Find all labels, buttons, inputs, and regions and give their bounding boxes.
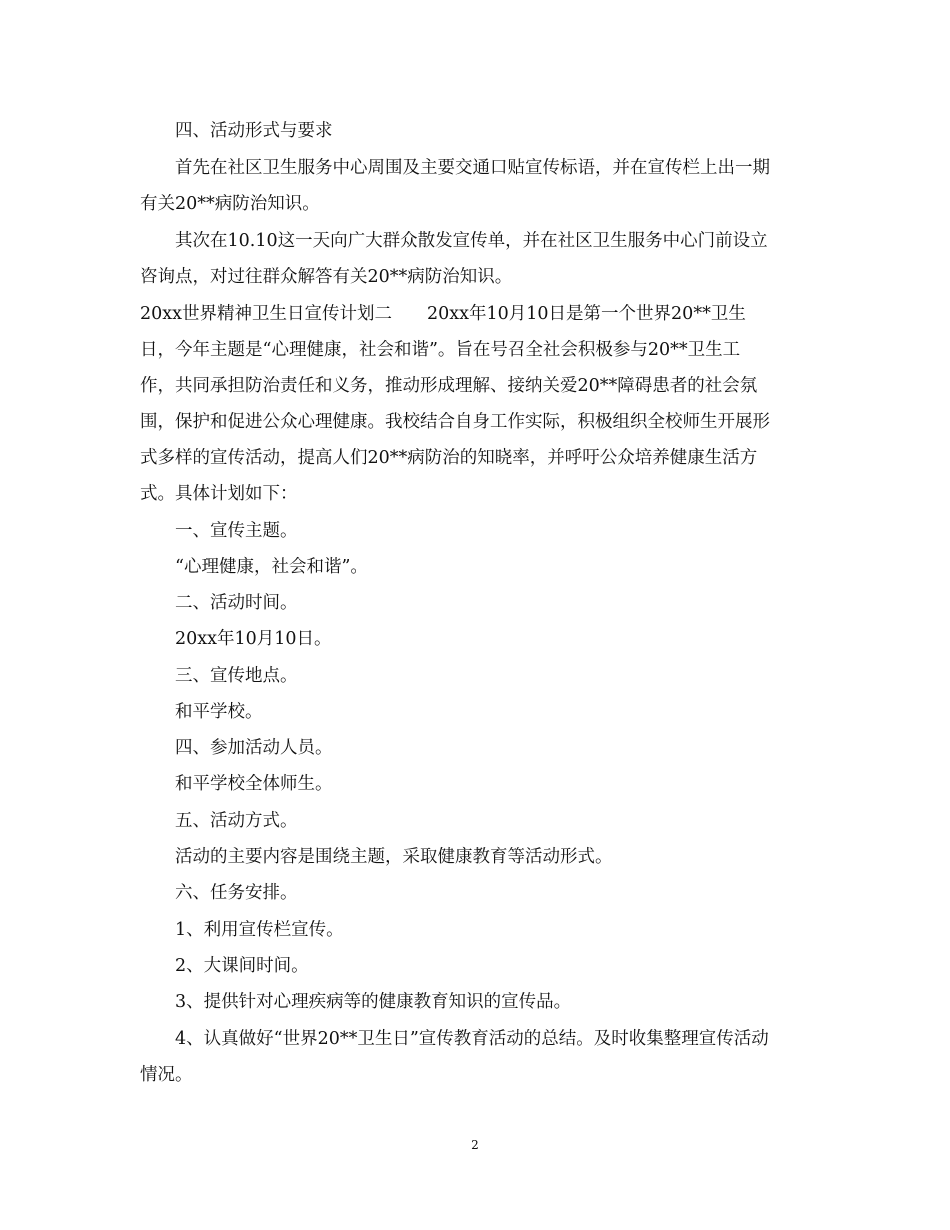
paragraph-line: 作，共同承担防治责任和义务，推动形成理解、接纳关爱20**障碍患者的社会氛 <box>140 376 758 396</box>
paragraph-line: 其次在10.10这一天向广大群众散发宣传单，并在社区卫生服务中心门前设立 <box>175 231 768 251</box>
paragraph-line: 有关20**病防治知识。 <box>140 194 320 214</box>
list-item: 2、大课间时间。 <box>175 956 309 976</box>
list-item: 1、利用宣传栏宣传。 <box>175 920 344 940</box>
paragraph-line: 20xx年10月10日。 <box>175 629 332 649</box>
paragraph-line: 和平学校全体师生。 <box>175 774 333 794</box>
paragraph-line: 式多样的宣传活动，提高人们20**病防治的知晓率，并呼吁公众培养健康生活方 <box>140 448 758 468</box>
paragraph-line: 活动的主要内容是围绕主题，采取健康教育等活动形式。 <box>175 847 613 867</box>
section-heading: 二、活动时间。 <box>175 593 298 613</box>
paragraph-line: 咨询点，对过往群众解答有关20**病防治知识。 <box>140 267 513 287</box>
section-heading: 四、参加活动人员。 <box>175 738 333 758</box>
section-heading: 六、任务安排。 <box>175 883 298 903</box>
section-heading: 三、宣传地点。 <box>175 666 298 686</box>
page-number: 2 <box>471 1138 479 1152</box>
paragraph-line: 和平学校。 <box>175 702 263 722</box>
section-heading: 五、活动方式。 <box>175 811 298 831</box>
paragraph-line: “心理健康，社会和谐”。 <box>175 557 368 577</box>
paragraph-line: 式。具体计划如下： <box>140 484 298 504</box>
paragraph-line: 围，保护和促进公众心理健康。我校结合自身工作实际，积极组织全校师生开展形 <box>140 412 770 432</box>
section-heading: 一、宣传主题。 <box>175 521 298 541</box>
paragraph-line: 日，今年主题是“心理健康，社会和谐”。旨在号召全社会积极参与20**卫生工 <box>140 340 741 360</box>
section-heading: 四、活动形式与要求 <box>175 121 333 141</box>
paragraph-line: 20xx世界精神卫生日宣传计划二 20xx年10月10日是第一个世界20**卫生 <box>140 304 746 324</box>
list-item: 3、提供针对心理疾病等的健康教育知识的宣传品。 <box>175 992 572 1012</box>
paragraph-line: 情况。 <box>140 1065 193 1085</box>
list-item: 4、认真做好“世界20**卫生日”宣传教育活动的总结。及时收集整理宣传活动 <box>175 1029 769 1049</box>
paragraph-line: 首先在社区卫生服务中心周围及主要交通口贴宣传标语，并在宣传栏上出一期 <box>175 158 770 178</box>
